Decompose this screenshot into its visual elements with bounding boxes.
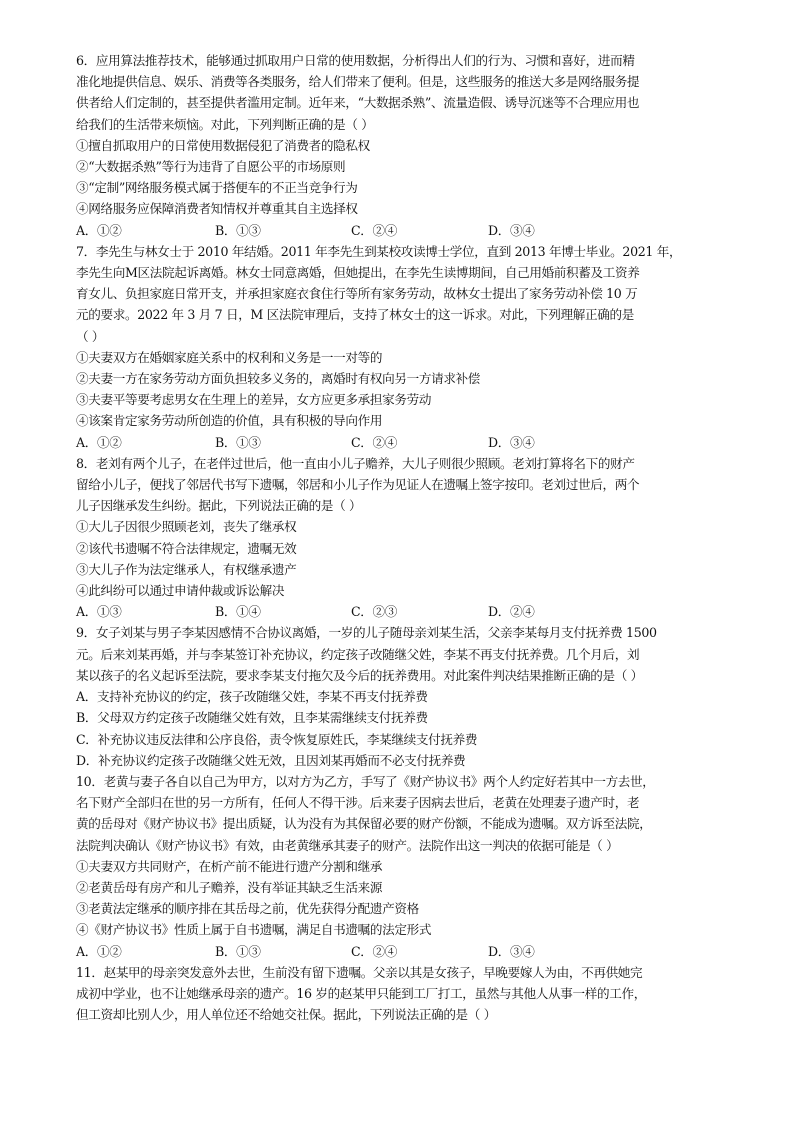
question-stem-line: 元。后来刘某再婚，并与李某签订补充协议，约定孩子改随继父姓，李某不再支付抚养费。几个月后，刘 — [76, 646, 640, 662]
choice-c[interactable]: C．②③ — [351, 604, 398, 620]
question-11 — [76, 962, 726, 1026]
choice-d[interactable]: D．②④ — [488, 604, 535, 620]
statement-3: ③夫妻平等要考虑男女在生理上的差异，女方应更多承担家务劳动 — [76, 392, 432, 408]
statement-2: ②该代书遗嘱不符合法律规定，遗嘱无效 — [76, 540, 297, 556]
question-stem-line: 名下财产全部归在世的另一方所有，任何人不得干涉。后来妻子因病去世后，老黄在处理妻子遗产时，老 — [76, 795, 640, 811]
question-stem-line: 儿子因继承发生纠纷。据此，下列说法正确的是（ ） — [76, 498, 362, 514]
choice-c[interactable]: C．②④ — [351, 943, 398, 959]
statement-2: ②夫妻一方在家务劳动方面负担较多义务的，离婚时有权向另一方请求补偿 — [76, 371, 481, 387]
answer-choices — [76, 220, 726, 241]
question-stem-line: 但工资却比别人少，用人单位还不给她交社保。据此，下列说法正确的是（ ） — [76, 1007, 496, 1023]
choice-a[interactable]: A．①② — [76, 943, 122, 959]
answer-choices — [76, 432, 726, 453]
question-stem-line: 准化地提供信息、娱乐、消费等各类服务，给人们带来了便利。但是，这些服务的推送大多是网络服务提 — [76, 74, 640, 90]
statement-1: ①大儿子因很少照顾老刘，丧失了继承权 — [76, 519, 297, 535]
question-10 — [76, 771, 726, 962]
choice-a[interactable]: A．支持补充协议的约定，孩子改随继父姓，李某不再支付抚养费 — [76, 689, 428, 705]
statement-4: ④网络服务应保障消费者知情权并尊重其自主选择权 — [76, 201, 358, 217]
question-stem-line: 李先生向M区法院起诉离婚。林女士同意离婚，但她提出，在李先生读博期间，自己用婚前积蓄及工资养 — [76, 265, 640, 281]
choice-b[interactable]: B．①③ — [215, 434, 261, 450]
statement-1: ①夫妻双方在婚姻家庭关系中的权利和义务是一一对等的 — [76, 349, 383, 365]
choice-a[interactable]: A．①③ — [76, 604, 122, 620]
statement-2: ②老黄岳母有房产和儿子赡养，没有举证其缺乏生活来源 — [76, 879, 383, 895]
statement-4: ④该案肯定家务劳动所创造的价值，具有积极的导向作用 — [76, 413, 383, 429]
question-stem-line: 给我们的生活带来烦恼。对此，下列判断正确的是（ ） — [76, 116, 374, 132]
answer-choices — [76, 601, 726, 622]
statement-1: ①擅自抓取用户的日常使用数据侵犯了消费者的隐私权 — [76, 137, 370, 153]
question-stem-line: 育女儿、负担家庭日常开支，并承担家庭衣食住行等所有家务劳动，故林女士提出了家务劳动补偿 10 万 — [76, 286, 638, 302]
exam-page — [76, 50, 726, 1025]
question-stem-line: 10．老黄与妻子各自以自己为甲方，以对方为乙方，手写了《财产协议书》两个人约定好若其中一方去世， — [76, 773, 655, 789]
question-stem-line: （ ） — [76, 328, 105, 344]
choice-b[interactable]: B．父母双方约定孩子改随继父姓有效，且李某需继续支付抚养费 — [76, 710, 428, 726]
question-6 — [76, 50, 726, 241]
question-stem-line: 6．应用算法推荐技术，能够通过抓取用户日常的使用数据，分析得出人们的行为、习惯和喜好，进而精 — [76, 53, 635, 68]
choice-b[interactable]: B．①④ — [215, 604, 261, 620]
answer-choices — [76, 941, 726, 962]
question-stem-line: 元的要求。2022 年 3 月 7 日，M 区法院审理后，支持了林女士的这一诉求。对此，下列理解正确的是 — [76, 307, 634, 323]
question-stem-line: 黄的岳母对《财产协议书》提出质疑，认为没有为其保留必要的财产份额，不能成为遗嘱。双方诉至法院， — [76, 816, 652, 832]
choice-d[interactable]: D．③④ — [488, 222, 535, 238]
question-stem-line: 11．赵某甲的母亲突发意外去世，生前没有留下遗嘱。父亲以其是女孩子，早晚要嫁人为由，不再供她完 — [76, 964, 643, 980]
choice-a[interactable]: A．①② — [76, 222, 122, 238]
statement-2: ②“大数据杀熟”等行为违背了自愿公平的市场原则 — [76, 159, 346, 175]
choice-c[interactable]: C．②④ — [351, 222, 398, 238]
question-stem-line: 成初中学业，也不让她继承母亲的遗产。16 岁的赵某甲只能到工厂打工，虽然与其他人从事一样的工作， — [76, 985, 646, 1001]
question-stem-line: 供者给人们定制的，甚至提供者滥用定制。近年来，“大数据杀熟”、流量造假、诱导沉迷等不合理应用也 — [76, 95, 640, 111]
choice-c[interactable]: C．补充协议违反法律和公序良俗，责令恢复原姓氏，李某继续支付抚养费 — [76, 731, 478, 747]
choice-d[interactable]: D．③④ — [488, 943, 535, 959]
statement-3: ③老黄法定继承的顺序排在其岳母之前，优先获得分配遗产资格 — [76, 901, 419, 917]
choice-b[interactable]: B．①③ — [215, 222, 261, 238]
choice-b[interactable]: B．①③ — [215, 943, 261, 959]
choice-c[interactable]: C．②④ — [351, 434, 398, 450]
choice-a[interactable]: A．①② — [76, 434, 122, 450]
question-stem-line: 9．女子刘某与男子李某因感情不合协议离婚，一岁的儿子随母亲刘某生活，父亲李某每月支付抚养费 1500 — [76, 625, 657, 641]
question-stem-line: 8．老刘有两个儿子，在老伴过世后，他一直由小儿子赡养，大儿子则很少照顾。老刘打算将名下的财产 — [76, 455, 635, 471]
question-8 — [76, 453, 726, 623]
choice-d[interactable]: D．补充协议约定孩子改随继父姓无效，且因刘某再婚而不必支付抚养费 — [76, 752, 466, 768]
question-stem-line: 法院判决确认《财产协议书》有效，由老黄继承其妻子的财产。法院作出这一判决的依据可能是（ ） — [76, 837, 619, 853]
question-7 — [76, 241, 726, 453]
question-stem-line: 留给小儿子，便找了邻居代书写下遗嘱，邻居和小儿子作为见证人在遗嘱上签字按印。老刘过世后，两个 — [76, 477, 640, 493]
question-stem-line: 7．李先生与林女士于 2010 年结婚。2011 年李先生到某校攻读博士学位，直到 2013 年博士毕业。2021 年， — [76, 243, 682, 259]
statement-1: ①夫妻双方共同财产，在析产前不能进行遗产分割和继承 — [76, 858, 383, 874]
statement-3: ③“定制”网络服务模式属于搭便车的不正当竞争行为 — [76, 180, 358, 196]
question-stem-line: 某以孩子的名义起诉至法院，要求李某支付拖欠及今后的抚养费用。对此案件判决结果推断正确的是（ ） — [76, 667, 643, 683]
statement-4: ④《财产协议书》性质上属于自书遗嘱，满足自书遗嘱的法定形式 — [76, 922, 432, 938]
statement-4: ④此纠纷可以通过申请仲裁或诉讼解决 — [76, 583, 285, 599]
choice-d[interactable]: D．③④ — [488, 434, 535, 450]
statement-3: ③大儿子作为法定继承人，有权继承遗产 — [76, 561, 297, 577]
question-9 — [76, 622, 726, 770]
